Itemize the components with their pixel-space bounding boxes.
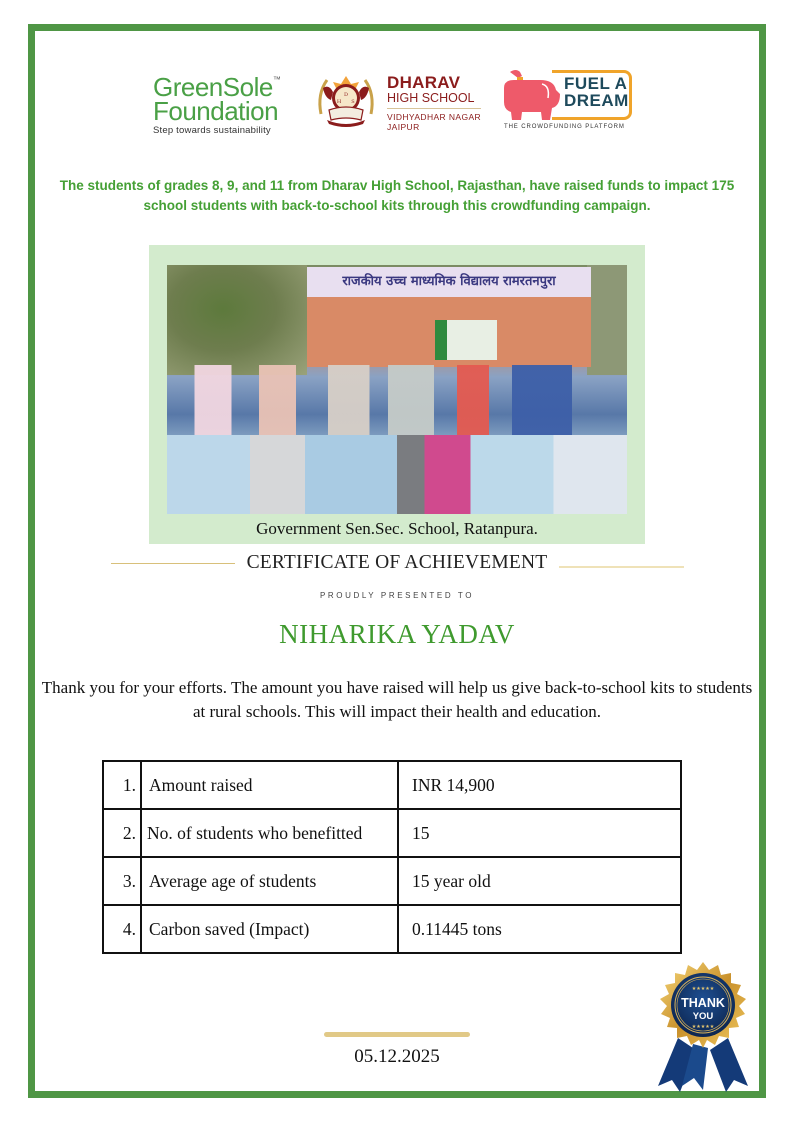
thank-you-rosette-icon — [648, 960, 758, 1092]
greensole-logo-line2: Foundation — [153, 96, 279, 126]
school-event-photo — [167, 265, 627, 514]
fuel-a-dream-line1: FUEL A — [564, 74, 628, 93]
photo-card — [149, 245, 645, 544]
greensole-tagline: Step towards sustainability — [153, 125, 271, 136]
divider-right — [559, 566, 684, 568]
row-value: 15 year old — [398, 857, 681, 905]
row-number: 2. — [103, 809, 141, 857]
row-value: 0.11445 tons — [398, 905, 681, 953]
greensole-logo-line1: GreenSole — [153, 72, 273, 102]
fuel-a-dream-tagline: THE CROWDFUNDING PLATFORM — [504, 124, 625, 130]
dharav-location-line2: JAIPUR — [387, 122, 420, 132]
school-crest-icon — [315, 70, 377, 128]
photo-caption: Government Sen.Sec. School, Ratanpura. — [256, 519, 538, 538]
dharav-title: DHARAV — [387, 73, 461, 92]
elephant-piggy-bank-icon — [500, 68, 562, 122]
impact-stats-table — [102, 760, 682, 954]
row-number: 3. — [103, 857, 141, 905]
row-label: Carbon saved (Impact) — [141, 905, 398, 953]
certificate-date: 05.12.2025 — [354, 1046, 440, 1067]
presented-to-label: PROUDLY PRESENTED TO — [319, 591, 475, 600]
logo-row — [0, 68, 794, 136]
signature-line — [324, 1032, 470, 1037]
svg-text:S: S — [351, 99, 355, 105]
badge-stars-top: ★★★★★ — [691, 986, 715, 992]
certificate-title: CERTIFICATE OF ACHIEVEMENT — [246, 552, 548, 573]
photo-school-sign: राजकीय उच्च माध्यमिक विद्यालय रामरतनपुरा — [307, 267, 591, 297]
fuel-a-dream-logo — [500, 68, 635, 133]
row-label: No. of students who benefitted — [141, 809, 398, 857]
photo-banner — [435, 320, 497, 360]
row-value: INR 14,900 — [398, 761, 681, 809]
row-value: 15 — [398, 809, 681, 857]
badge-stars-bottom: ★★★★★ — [691, 1024, 715, 1030]
dharav-high-school-logo — [315, 68, 485, 130]
badge-line2: YOU — [692, 1011, 714, 1022]
certificate-title-row — [0, 552, 794, 576]
fuel-a-dream-line2: DREAM — [564, 91, 629, 110]
dharav-location-line1: VIDHYADHAR NAGAR — [387, 112, 482, 122]
photo-tree — [167, 265, 307, 375]
table-row — [103, 857, 681, 905]
campaign-intro-text: The students of grades 8, 9, and 11 from Dharav High School, Rajasthan, have raised funds to impact 175 school students with back-to-school kits through this crowdfunding campaign. — [59, 178, 735, 213]
dharav-subtitle: HIGH SCHOOL — [387, 91, 481, 109]
photo-tree-right — [587, 265, 627, 375]
recipient-name: NIHARIKA YADAV — [279, 619, 515, 649]
row-number: 4. — [103, 905, 141, 953]
table-row — [103, 809, 681, 857]
thank-you-message: Thank you for your efforts. The amount you have raised will help us give back-to-school kits to students at rural schools. This will impact their health and education. — [41, 678, 753, 721]
trademark-mark: ™ — [272, 75, 281, 84]
table-row — [103, 905, 681, 953]
row-label: Amount raised — [141, 761, 398, 809]
photo-students — [167, 435, 627, 514]
svg-text:H: H — [336, 99, 342, 105]
table-row — [103, 761, 681, 809]
row-number: 1. — [103, 761, 141, 809]
badge-line1: THANK — [681, 996, 725, 1010]
svg-text:D: D — [343, 92, 349, 98]
row-label: Average age of students — [141, 857, 398, 905]
greensole-foundation-logo — [153, 68, 293, 136]
